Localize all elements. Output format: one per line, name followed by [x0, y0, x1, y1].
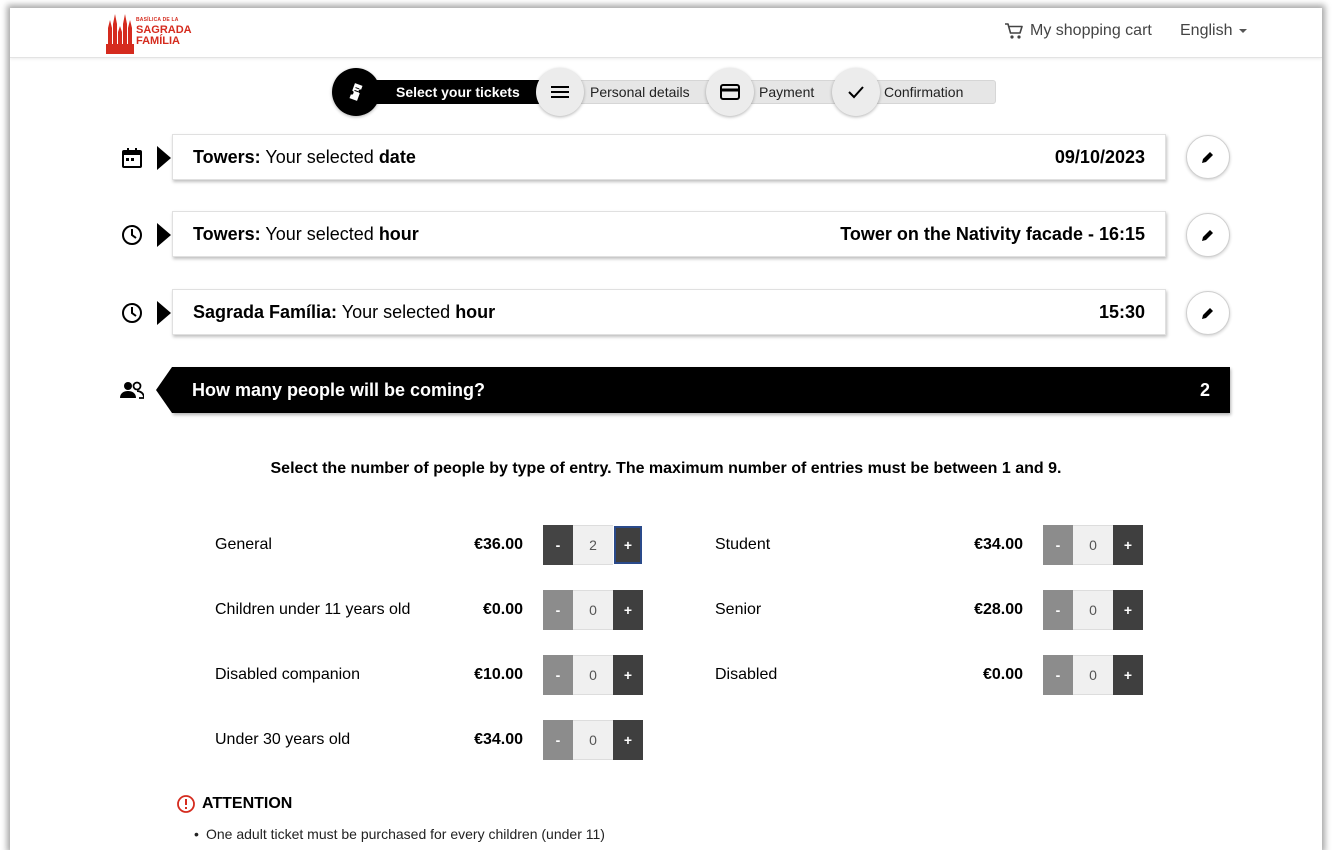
clock-icon	[120, 223, 144, 247]
alert-circle-icon	[176, 794, 196, 814]
edit-date-button[interactable]	[1186, 135, 1230, 179]
ticket-name: Disabled	[715, 666, 778, 683]
summary-value: 15:30	[1098, 301, 1145, 322]
basilica-logo-icon	[106, 14, 134, 54]
caret-down-icon	[1239, 29, 1247, 33]
decrement-button[interactable]: -	[543, 655, 573, 695]
increment-button[interactable]: +	[613, 655, 643, 695]
ticket-price: €0.00	[482, 601, 523, 618]
summary-towers-hour	[172, 211, 1166, 257]
attention-notice	[176, 794, 292, 814]
ticket-price: €10.00	[474, 666, 523, 683]
quantity-value[interactable]: 0	[573, 655, 613, 695]
summary-label: Towers: Your selected date	[193, 146, 416, 167]
people-total: 2	[1199, 379, 1210, 400]
quantity-value[interactable]: 0	[1073, 525, 1113, 565]
logo-line-2: SAGRADA	[136, 24, 192, 36]
pencil-icon	[1201, 306, 1215, 320]
summary-label: Towers: Your selected hour	[193, 223, 419, 244]
check-icon	[847, 85, 865, 99]
page-frame	[10, 8, 1322, 850]
decrement-button[interactable]: -	[543, 720, 573, 760]
step-select-tickets[interactable]	[332, 68, 380, 116]
row-arrow-icon	[157, 223, 171, 247]
ticket-row-senior	[715, 590, 1145, 630]
pencil-icon	[1201, 228, 1215, 242]
summary-value: Tower on the Nativity facade - 16:15	[840, 223, 1145, 244]
ticket-row-under-30	[215, 720, 645, 760]
ticket-name: Under 30 years old	[215, 731, 351, 748]
quantity-stepper	[1043, 590, 1145, 630]
decrement-button[interactable]: -	[1043, 590, 1073, 630]
ticket-row-disabled	[715, 655, 1145, 695]
quantity-stepper	[1043, 525, 1145, 565]
shopping-cart-link[interactable]	[1004, 22, 1152, 40]
ticket-row-student	[715, 525, 1145, 565]
clock-icon	[120, 301, 144, 325]
quantity-stepper	[543, 720, 645, 760]
ticket-name: Children under 11 years old	[215, 601, 411, 618]
quantity-value[interactable]: 0	[573, 590, 613, 630]
quantity-value[interactable]: 0	[1073, 655, 1113, 695]
shopping-cart-icon	[1004, 22, 1024, 40]
quantity-value[interactable]: 2	[573, 525, 613, 565]
increment-button[interactable]: +	[1113, 525, 1143, 565]
ticket-price: €34.00	[974, 536, 1023, 553]
decrement-button[interactable]: -	[543, 590, 573, 630]
top-header	[10, 8, 1322, 58]
ticket-row-children	[215, 590, 645, 630]
people-count-header[interactable]	[172, 367, 1230, 413]
quantity-value[interactable]: 0	[573, 720, 613, 760]
increment-button[interactable]: +	[1113, 655, 1143, 695]
decrement-button[interactable]: -	[1043, 525, 1073, 565]
sagrada-familia-logo[interactable]	[106, 14, 196, 56]
checkout-stepper	[332, 68, 996, 116]
menu-icon	[551, 85, 569, 99]
step-label-select-tickets: Select your tickets	[396, 84, 520, 100]
ticket-name: Senior	[715, 601, 762, 618]
language-selector[interactable]	[1180, 22, 1247, 40]
increment-button[interactable]: +	[613, 720, 643, 760]
logo-line-3: FAMÍLIA	[136, 35, 180, 47]
quantity-stepper	[543, 525, 645, 565]
shopping-cart-label: My shopping cart	[1030, 22, 1152, 39]
logo-line-1: BASÍLICA DE LA	[136, 17, 179, 23]
calendar-icon	[120, 146, 144, 170]
quantity-stepper	[1043, 655, 1145, 695]
people-icon	[120, 378, 144, 402]
people-title: How many people will be coming?	[192, 379, 486, 400]
attention-item: • One adult ticket must be purchased for every children (under 11)	[206, 826, 605, 842]
step-label-payment: Payment	[759, 84, 815, 100]
quantity-value[interactable]: 0	[1073, 590, 1113, 630]
quantity-stepper	[543, 590, 645, 630]
decrement-button[interactable]: -	[543, 525, 573, 565]
ticket-icon	[346, 82, 366, 102]
step-confirmation[interactable]	[832, 68, 880, 116]
ticket-price: €0.00	[982, 666, 1023, 683]
ticket-name: Student	[715, 536, 771, 553]
edit-towers-hour-button[interactable]	[1186, 213, 1230, 257]
step-label-personal-details: Personal details	[590, 84, 690, 100]
increment-button[interactable]: +	[613, 525, 643, 565]
summary-towers-date	[172, 134, 1166, 180]
attention-title: ATTENTION	[202, 795, 293, 812]
credit-card-icon	[720, 84, 740, 100]
increment-button[interactable]: +	[613, 590, 643, 630]
row-arrow-icon	[157, 301, 171, 325]
edit-basilica-hour-button[interactable]	[1186, 291, 1230, 335]
ticket-price: €28.00	[974, 601, 1023, 618]
step-label-confirmation: Confirmation	[884, 84, 964, 100]
decrement-button[interactable]: -	[1043, 655, 1073, 695]
ticket-row-disabled-companion	[215, 655, 645, 695]
ticket-price: €34.00	[474, 731, 523, 748]
quantity-stepper	[543, 655, 645, 695]
ticket-name: General	[215, 536, 272, 553]
people-instructions: Select the number of people by type of entry. The maximum number of entries must be between 1 and 9.	[270, 460, 1062, 477]
ticket-name: Disabled companion	[215, 666, 360, 683]
language-label: English	[1180, 22, 1233, 39]
increment-button[interactable]: +	[1113, 590, 1143, 630]
summary-label: Sagrada Família: Your selected hour	[193, 301, 496, 322]
ticket-price: €36.00	[474, 536, 523, 553]
summary-value: 09/10/2023	[1054, 146, 1145, 167]
summary-basilica-hour	[172, 289, 1166, 335]
row-arrow-icon	[157, 146, 171, 170]
pencil-icon	[1201, 150, 1215, 164]
row-arrow-left-icon	[156, 367, 172, 413]
ticket-row-general	[215, 525, 645, 565]
step-personal-details[interactable]	[536, 68, 584, 116]
step-payment[interactable]	[706, 68, 754, 116]
